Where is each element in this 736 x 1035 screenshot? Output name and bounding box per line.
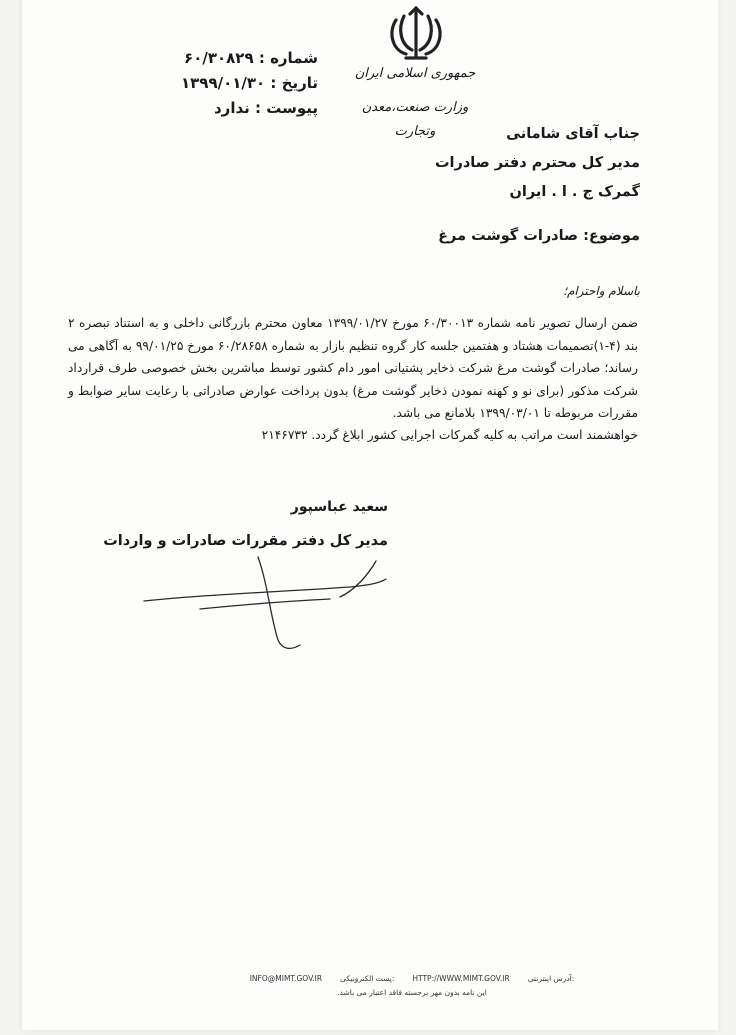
letter-attachment: پیوست : ندارد bbox=[213, 99, 318, 117]
letter-meta bbox=[118, 46, 318, 121]
footer-email-label: پست الکترونیکی: bbox=[340, 974, 395, 983]
letter-number: شماره : ۶۰/۳۰۸۲۹ bbox=[184, 49, 318, 67]
letter-subject: موضوع: صادرات گوشت مرغ bbox=[438, 228, 640, 244]
salutation: باسلام واحترام؛ bbox=[563, 284, 640, 298]
footer-website-label: آدرس اینترنتی: bbox=[527, 974, 575, 983]
handwritten-signature bbox=[140, 545, 390, 655]
recipient-title: مدیر کل محترم دفتر صادرات bbox=[434, 155, 640, 171]
letter-footer bbox=[202, 974, 622, 997]
letter-date: تاریخ : ۱۳۹۹/۰۱/۳۰ bbox=[181, 74, 318, 92]
signer-name: سعید عباسپور bbox=[290, 499, 388, 515]
footer-contact-row bbox=[202, 974, 622, 983]
republic-label: جمهوری اسلامی ایران bbox=[354, 66, 476, 81]
recipient-name: جناب آقای شامانی bbox=[506, 126, 640, 142]
signer-title: مدیر کل دفتر مقررات صادرات و واردات bbox=[103, 533, 388, 549]
body-paragraph: ضمن ارسال تصویر نامه شماره ۶۰/۳۰۰۱۳ مورخ ۱۳۹۹/۰۱/۲۷ معاون محترم بازرگانی داخلی و به استناد تبصره ۲ بند (۴-۱)تصمیمات هشتاد و هفتمین جلسه کار گروه تنظیم بازار به شماره ۶۰/۲۸۶۵۸ مورخ ۹۹/۰۱/۲۵ به آگاهی می رساند؛ صادرات گوشت مرغ شرکت ذخایر پشتیانی امور دام کشور توسط مباشرین بخش خصوصی طرف قرارداد شرکت مذکور (برای نو و کهنه نمودن ذخایر گوشت مرغ) بدون پرداخت عوارض صادراتی با رعایت سایر ضوابط و مقررات مربوطه تا ۱۳۹۹/۰۳/۰۱ بلامانع می باشد. bbox=[68, 316, 638, 420]
letter-body bbox=[68, 312, 638, 425]
footer-website[interactable]: HTTP://WWW.MIMT.GOV.IR bbox=[412, 974, 510, 983]
footer-note: این نامه بدون مهر برجسته فاقد اعتبار می باشد. bbox=[337, 988, 487, 997]
recipient-org: گمرک ج . ا . ایران bbox=[509, 184, 640, 200]
letter-page bbox=[22, 0, 718, 1030]
closing-line: خواهشمند است مراتب به کلیه گمرکات اجرایی کشور ابلاغ گردد. ۲۱۴۶۷۳۲ bbox=[261, 428, 638, 442]
footer-email[interactable]: INFO@MIMT.GOV.IR bbox=[249, 974, 323, 983]
iran-emblem-icon bbox=[384, 6, 448, 62]
recipient-block bbox=[280, 120, 640, 207]
ministry-label: وزارت صنعت،معدن وتجارت bbox=[361, 100, 469, 139]
